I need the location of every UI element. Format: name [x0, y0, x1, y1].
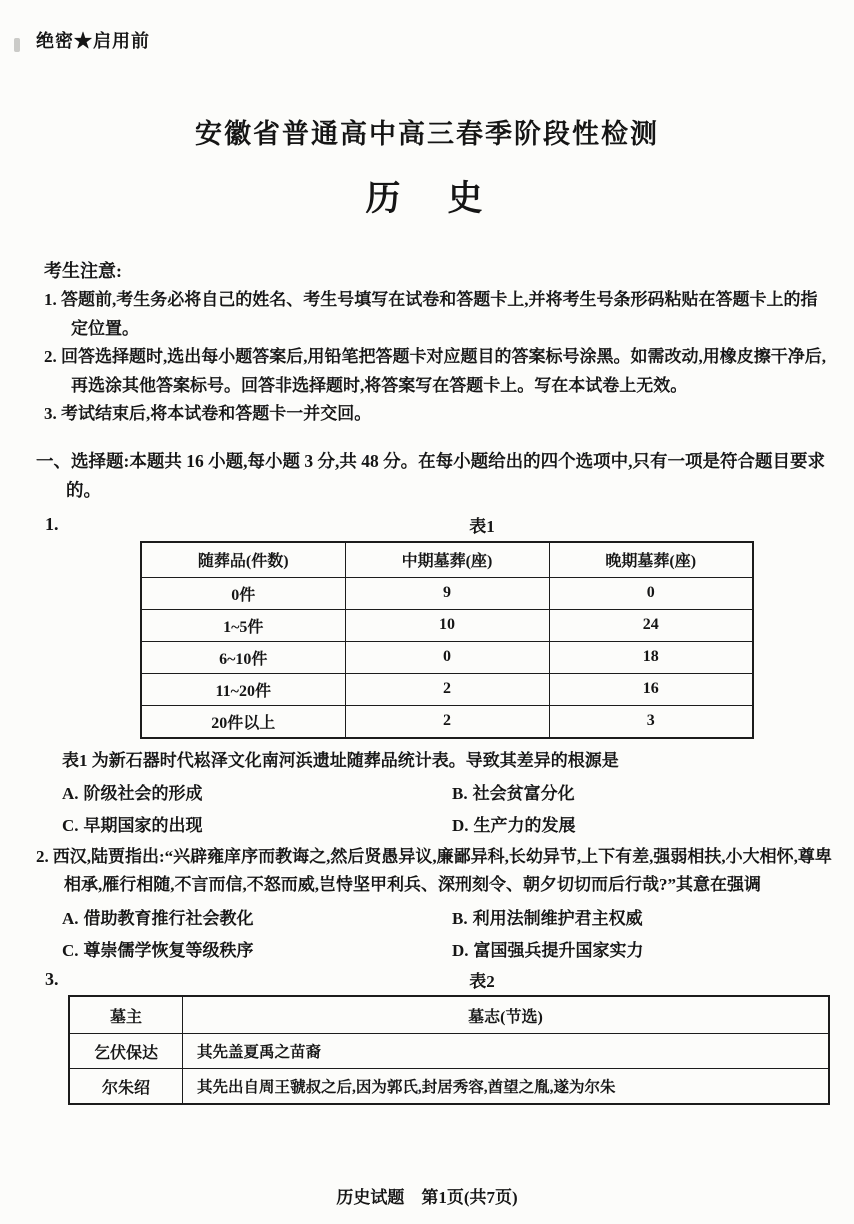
- table-cell: 乞伏保达: [69, 1034, 183, 1069]
- table-row: [141, 609, 753, 641]
- question-2-option-b: [452, 904, 834, 929]
- question-1-option-a: [62, 779, 452, 804]
- table-header-cell: 墓志(节选): [183, 996, 830, 1034]
- question-1-stem: 表1 为新石器时代崧泽文化南河浜遗址随葬品统计表。导致其差异的根源是: [62, 750, 619, 770]
- question-2-stem: 西汉,陆贾指出:“兴辟雍庠序而教诲之,然后贤愚异议,廉鄙异科,长幼异节,上下有差,强弱相扶,小大相怀,尊卑相承,雁行相随,不言而信,不怒而威,岂恃坚甲利兵、深刑刻令、朝夕切切而后行哉?”其意在强调: [52, 846, 832, 895]
- table-cell: 3: [549, 705, 753, 738]
- table-row: [141, 542, 753, 578]
- question-1-caption-row: [0, 511, 854, 539]
- option-label: A.: [62, 909, 79, 929]
- question-2-number: 2.: [36, 846, 49, 866]
- question-1-option-c: [62, 811, 452, 836]
- option-text: 尊崇儒学恢复等级秩序: [83, 941, 254, 961]
- notice-heading: 考生注意:: [44, 261, 122, 281]
- table-cell: 0: [345, 641, 549, 673]
- question-2-option-d: [452, 936, 834, 961]
- security-classification-label: 绝密★启用前: [36, 31, 150, 51]
- subject-title: 历 史: [365, 179, 489, 218]
- option-text: 阶级社会的形成: [83, 783, 203, 803]
- table-cell: 20件以上: [141, 705, 345, 738]
- table-cell: 2: [345, 705, 549, 738]
- table-cell: 尔朱绍: [69, 1069, 183, 1105]
- table-1-burial-goods: [140, 541, 754, 739]
- option-text: 借助教育推行社会教化: [83, 909, 254, 929]
- table-cell: 2: [345, 673, 549, 705]
- table-row: [141, 673, 753, 705]
- option-text: 利用法制维护君主权威: [472, 909, 643, 929]
- option-text: 富国强兵提升国家实力: [473, 941, 644, 961]
- notice-item-1: 1. 答题前,考生务必将自己的姓名、考生号填写在试卷和答题卡上,并将考生号条形码粘贴在答题卡上的指定位置。: [44, 290, 818, 338]
- table-row: [69, 996, 829, 1034]
- option-label: D.: [452, 815, 469, 835]
- option-label: B.: [452, 909, 468, 929]
- table-row: [141, 705, 753, 738]
- question-2-option-a: [62, 904, 452, 929]
- option-label: A.: [62, 783, 79, 803]
- table-cell: 1~5件: [141, 609, 345, 641]
- option-text: 早期国家的出现: [83, 815, 203, 835]
- table-cell: 18: [549, 641, 753, 673]
- scan-artifact: [14, 38, 20, 52]
- question-1-options: [62, 779, 834, 836]
- table-cell: 24: [549, 609, 753, 641]
- table-row: [69, 1069, 829, 1105]
- table-row: [141, 577, 753, 609]
- question-1-option-b: [452, 779, 834, 804]
- notice-item-3: 3. 考试结束后,将本试卷和答题卡一并交回。: [44, 404, 372, 424]
- table-cell: 10: [345, 609, 549, 641]
- table-cell: 0件: [141, 577, 345, 609]
- table-header-cell: 随葬品(件数): [141, 542, 345, 578]
- table-cell: 11~20件: [141, 673, 345, 705]
- table-header-cell: 中期墓葬(座): [345, 542, 549, 578]
- option-label: C.: [62, 815, 79, 835]
- option-text: 生产力的发展: [473, 815, 576, 835]
- option-label: D.: [452, 941, 469, 961]
- question-1-number: 1.: [45, 513, 59, 534]
- question-3-number: 3.: [45, 969, 59, 990]
- table-cell: 其先盖夏禹之苗裔: [183, 1034, 830, 1069]
- table-2-caption: 表2: [469, 972, 495, 992]
- option-text: 社会贫富分化: [472, 783, 575, 803]
- exam-title: 安徽省普通高中高三春季阶段性检测: [195, 119, 659, 149]
- question-2-option-c: [62, 936, 452, 961]
- option-label: B.: [452, 783, 468, 803]
- table-cell: 9: [345, 577, 549, 609]
- table-2-epitaphs: [68, 995, 830, 1105]
- table-header-cell: 墓主: [69, 996, 183, 1034]
- question-2: [36, 843, 834, 901]
- question-2-options: [62, 904, 834, 961]
- section-heading-multiple-choice: 一、选择题:本题共 16 小题,每小题 3 分,共 48 分。在每小题给出的四个选项中,只有一项是符合题目要求的。: [36, 450, 825, 501]
- candidate-notice: [44, 257, 830, 429]
- table-header-cell: 晚期墓葬(座): [549, 542, 753, 578]
- option-label: C.: [62, 941, 79, 961]
- table-row: [69, 1034, 829, 1069]
- question-1-option-d: [452, 811, 834, 836]
- table-1-caption: 表1: [469, 516, 495, 536]
- table-cell: 6~10件: [141, 641, 345, 673]
- page-footer: 历史试题 第1页(共7页): [336, 1188, 518, 1207]
- table-cell: 16: [549, 673, 753, 705]
- table-cell: 0: [549, 577, 753, 609]
- table-row: [141, 641, 753, 673]
- question-3-caption-row: [0, 966, 854, 994]
- table-cell: 其先出自周王虢叔之后,因为郭氏,封居秀容,酋望之胤,遂为尔朱: [183, 1069, 830, 1105]
- notice-item-2: 2. 回答选择题时,选出每小题答案后,用铅笔把答题卡对应题目的答案标号涂黑。如需改动,用橡皮擦干净后,再选涂其他答案标号。回答非选择题时,将答案写在答题卡上。写在本试卷上无效。: [44, 347, 826, 395]
